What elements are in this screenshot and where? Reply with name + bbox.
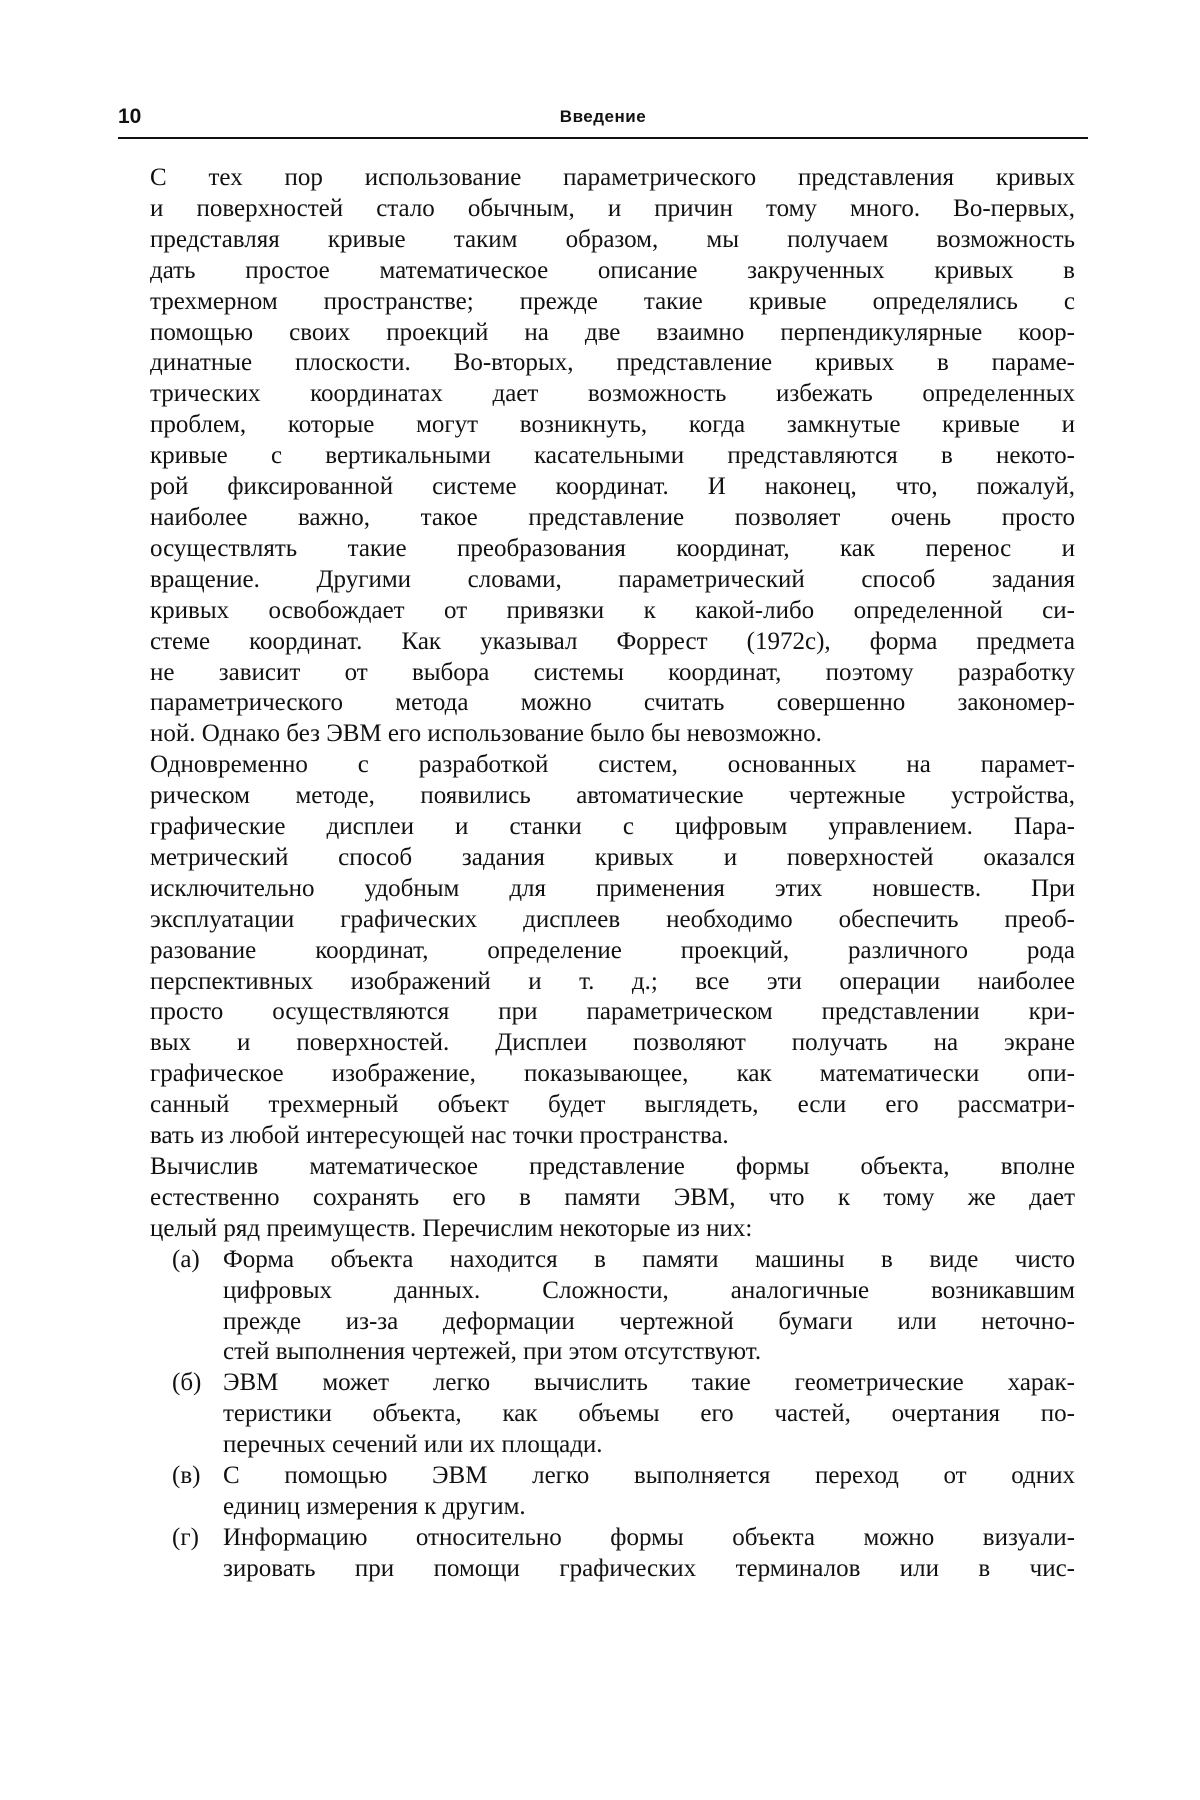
running-title: Введение bbox=[559, 107, 647, 126]
text-line: перспективных изображений и т. д.; все эти операции наиболее bbox=[150, 967, 1075, 995]
text-line: дать простое математическое описание закрученных кривых в bbox=[150, 256, 1075, 284]
body-text bbox=[150, 163, 1075, 1585]
text-line: эксплуатации графических дисплеев необходимо обеспечить преоб- bbox=[150, 905, 1075, 933]
text-line: стей выполнения чертежей, при этом отсутствуют. bbox=[223, 1338, 762, 1366]
text-line: исключительно удобным для применения этих новшеств. При bbox=[150, 874, 1075, 902]
text-line: помощью своих проекций на две взаимно перпендикулярные коор- bbox=[150, 318, 1075, 346]
list-item bbox=[150, 1245, 1075, 1369]
text-line: рическом методе, появились автоматические чертежные устройства, bbox=[150, 782, 1075, 810]
text-line: Форма объекта находится в памяти машины в виде чисто bbox=[223, 1245, 1075, 1273]
text-line: трических координатах дает возможность избежать определенных bbox=[150, 380, 1075, 408]
paragraph bbox=[150, 750, 1075, 1152]
paragraph bbox=[150, 1152, 1075, 1245]
list-marker: (б) bbox=[172, 1369, 202, 1397]
text-line: ной. Однако без ЭВМ его использование было бы невозможно. bbox=[150, 720, 822, 748]
text-line: и поверхностей стало обычным, и причин тому много. Во-первых, bbox=[150, 194, 1075, 222]
page-number: 10 bbox=[118, 105, 142, 128]
paragraphs bbox=[150, 163, 1075, 1245]
text-line: разование координат, определение проекций, различного рода bbox=[150, 936, 1075, 964]
text-line: Одновременно с разработкой систем, основанных на парамет- bbox=[150, 751, 1075, 779]
text-line: теристики объекта, как объемы его частей, очертания по- bbox=[223, 1400, 1075, 1428]
text-line: проблем, которые могут возникнуть, когда замкнутые кривые и bbox=[150, 411, 1075, 439]
page-header bbox=[118, 103, 1088, 139]
text-line: метрический способ задания кривых и поверхностей оказался bbox=[150, 843, 1075, 871]
text-line: трехмерном пространстве; прежде такие кривые определялись с bbox=[150, 287, 1075, 315]
text-line: представляя кривые таким образом, мы получаем возможность bbox=[150, 225, 1075, 253]
text-line: динатные плоскости. Во-вторых, представление кривых в параме- bbox=[150, 349, 1075, 377]
text-line: Вычислив математическое представление формы объекта, вполне bbox=[150, 1153, 1075, 1180]
text-line: Информацию относительно формы объекта можно визуали- bbox=[223, 1523, 1075, 1551]
text-line: графическое изображение, показывающее, как математически опи- bbox=[150, 1060, 1075, 1088]
text-line: просто осуществляются при параметрическом представлении кри- bbox=[150, 998, 1075, 1026]
text-line: санный трехмерный объект будет выглядеть, если его рассматри- bbox=[150, 1091, 1075, 1119]
text-line: прежде из-за деформации чертежной бумаги или неточно- bbox=[223, 1307, 1075, 1335]
list-item bbox=[150, 1368, 1075, 1461]
text-line: осуществлять такие преобразования координат, как перенос и bbox=[150, 534, 1075, 562]
text-line: перечных сечений или их площади. bbox=[223, 1431, 603, 1459]
text-line: параметрического метода можно считать совершенно закономер- bbox=[150, 689, 1075, 717]
text-line: стеме координат. Как указывал Форрест (1972с), форма предмета bbox=[150, 627, 1075, 655]
text-line: кривые с вертикальными касательными представляются в некото- bbox=[150, 442, 1075, 470]
text-line: естественно сохранять его в памяти ЭВМ, что к тому же дает bbox=[150, 1183, 1075, 1211]
list-marker: (г) bbox=[172, 1523, 199, 1551]
list-marker: (в) bbox=[172, 1462, 201, 1490]
text-line: С тех пор использование параметрического представления кривых bbox=[150, 164, 1075, 191]
text-line: цифровых данных. Сложности, аналогичные возникавшим bbox=[223, 1276, 1075, 1304]
text-line: целый ряд преимуществ. Перечислим некоторые из них: bbox=[150, 1214, 753, 1242]
text-line: вращение. Другими словами, параметрический способ задания bbox=[150, 565, 1075, 593]
text-line: рой фиксированной системе координат. И наконец, что, пожалуй, bbox=[150, 473, 1075, 501]
list-marker: (а) bbox=[172, 1245, 200, 1273]
list-item bbox=[150, 1461, 1075, 1523]
text-line: наиболее важно, такое представление позволяет очень просто bbox=[150, 503, 1075, 531]
text-line: не зависит от выбора системы координат, поэтому разработку bbox=[150, 658, 1075, 686]
text-line: вать из любой интересующей нас точки пространства. bbox=[150, 1122, 729, 1150]
text-line: кривых освобождает от привязки к какой-либо определенной си- bbox=[150, 596, 1075, 624]
list-item bbox=[150, 1523, 1075, 1585]
text-line: вых и поверхностей. Дисплеи позволяют получать на экране bbox=[150, 1029, 1075, 1057]
feature-list bbox=[150, 1245, 1075, 1585]
text-line: ЭВМ может легко вычислить такие геометрические харак- bbox=[223, 1369, 1075, 1397]
paragraph bbox=[150, 163, 1075, 750]
text-line: С помощью ЭВМ легко выполняется переход от одних bbox=[223, 1462, 1075, 1490]
text-line: зировать при помощи графических терминалов или в чис- bbox=[223, 1554, 1075, 1582]
text-line: единиц измерения к другим. bbox=[223, 1492, 526, 1520]
text-line: графические дисплеи и станки с цифровым управлением. Пара- bbox=[150, 813, 1075, 841]
